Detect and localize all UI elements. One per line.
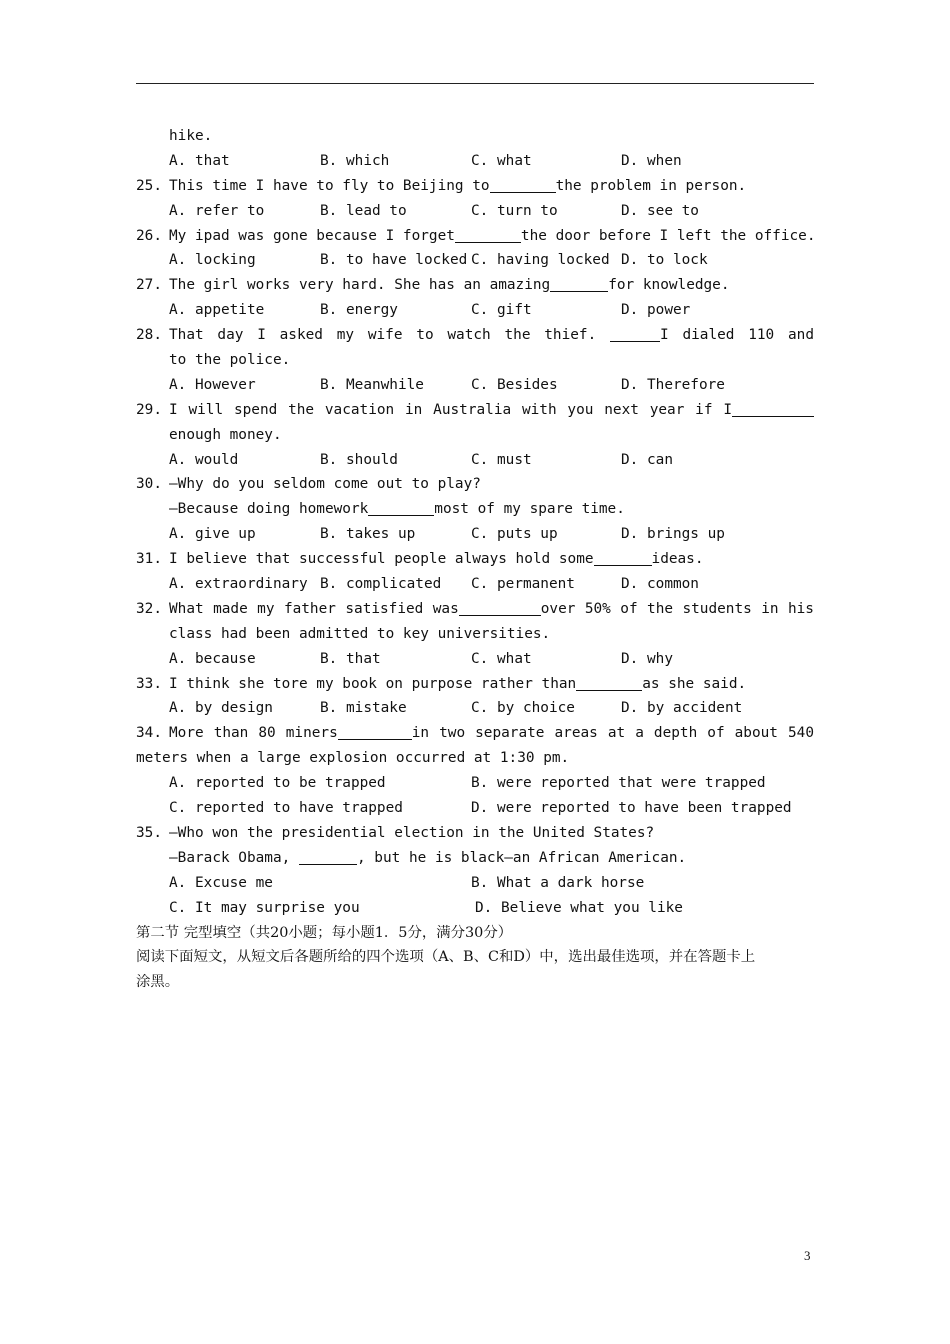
option-b: B. takes up bbox=[320, 526, 416, 543]
question-number: 29. bbox=[136, 401, 162, 418]
option-d: D. see to bbox=[621, 202, 699, 219]
option-d: D. Believe what you like bbox=[475, 899, 683, 916]
option-a: A. However bbox=[169, 376, 256, 393]
question-number: 28. bbox=[136, 327, 162, 344]
question-26-options bbox=[136, 248, 816, 273]
answer-blank bbox=[455, 227, 521, 243]
option-c: C. gift bbox=[471, 302, 532, 319]
question-28-continuation: to the police. bbox=[169, 352, 291, 369]
question-27-options bbox=[136, 298, 816, 323]
option-c: C. what bbox=[471, 650, 532, 667]
question-35-stem: 35. —Who won the presidential election in the United States? bbox=[136, 821, 816, 846]
option-c: C. must bbox=[471, 451, 532, 468]
option-b: B. What a dark horse bbox=[471, 874, 645, 891]
question-30-options bbox=[136, 522, 816, 547]
answer-blank bbox=[610, 326, 660, 342]
answer-blank bbox=[594, 550, 652, 566]
question-24-continuation: hike. bbox=[169, 128, 213, 144]
question-29-continuation: enough money. bbox=[169, 426, 282, 443]
question-number: 31. bbox=[136, 551, 162, 568]
option-c: C. Besides bbox=[471, 376, 558, 393]
question-number: 30. bbox=[136, 476, 162, 493]
question-31-stem: 31. I believe that successful people always hold some ideas. bbox=[136, 547, 816, 572]
question-29-options bbox=[136, 448, 816, 473]
option-a: A. reported to be trapped bbox=[169, 775, 386, 792]
question-25-options bbox=[136, 199, 816, 224]
question-35-options-cd bbox=[136, 896, 816, 921]
answer-blank bbox=[576, 675, 642, 691]
question-list bbox=[136, 124, 816, 995]
option-b: B. Meanwhile bbox=[320, 376, 424, 393]
option-d: D. Therefore bbox=[621, 376, 725, 393]
question-25-stem: 25. This time I have to fly to Beijing to the problem in person. bbox=[136, 174, 816, 199]
option-b: B. were reported that were trapped bbox=[471, 775, 766, 792]
option-b: B. which bbox=[320, 152, 390, 169]
option-a: A. Excuse me bbox=[169, 874, 273, 891]
option-d: D. by accident bbox=[621, 700, 743, 717]
question-number: 35. bbox=[136, 824, 162, 841]
option-c: C. It may surprise you bbox=[169, 899, 360, 916]
question-34-continuation: meters when a large explosion occurred at 1:30 pm. bbox=[136, 750, 570, 767]
option-a: A. by design bbox=[169, 700, 273, 717]
option-b: B. that bbox=[320, 650, 381, 667]
option-a: A. locking bbox=[169, 252, 256, 269]
question-number: 32. bbox=[136, 600, 162, 617]
section-instruction: 阅读下面短文，从短文后各题所给的四个选项（A、B、C和D）中，选出最佳选项，并在答题卡上 bbox=[136, 949, 756, 966]
question-number: 34. bbox=[136, 725, 162, 742]
option-c: C. puts up bbox=[471, 526, 558, 543]
option-c: C. reported to have trapped bbox=[169, 800, 403, 817]
answer-blank bbox=[732, 401, 814, 417]
question-29-stem: 29. I will spend the vacation in Australia with you next year if I bbox=[136, 398, 816, 423]
option-a: A. that bbox=[169, 152, 230, 169]
header-rule bbox=[136, 83, 814, 84]
option-d: D. can bbox=[621, 451, 673, 468]
option-a: A. refer to bbox=[169, 202, 265, 219]
option-d: D. when bbox=[621, 152, 682, 169]
question-number: 25. bbox=[136, 177, 162, 194]
option-b: B. lead to bbox=[320, 202, 407, 219]
question-35-options-ab bbox=[136, 871, 816, 896]
page-number: 3 bbox=[804, 1248, 811, 1263]
question-30-stem: 30. —Why do you seldom come out to play? bbox=[136, 472, 816, 497]
option-d: D. to lock bbox=[621, 252, 708, 269]
option-c: C. turn to bbox=[471, 202, 558, 219]
answer-blank bbox=[550, 276, 608, 292]
option-d: D. were reported to have been trapped bbox=[471, 800, 792, 817]
option-c: C. permanent bbox=[471, 576, 575, 593]
answer-blank bbox=[459, 600, 541, 616]
option-d: D. power bbox=[621, 302, 691, 319]
option-a: A. appetite bbox=[169, 302, 265, 319]
section-heading: 第二节 完型填空（共20小题；每小题1．5分，满分30分） bbox=[136, 924, 513, 941]
option-a: A. would bbox=[169, 451, 239, 468]
question-32-stem: 32. What made my father satisfied was over 50% of the students in his bbox=[136, 597, 816, 622]
question-31-options bbox=[136, 572, 816, 597]
option-b: B. complicated bbox=[320, 576, 442, 593]
section-instruction-continuation: 涂黑。 bbox=[136, 974, 180, 991]
question-28-options bbox=[136, 373, 816, 398]
answer-blank bbox=[368, 500, 434, 516]
option-b: B. to have locked bbox=[320, 252, 468, 269]
option-b: B. energy bbox=[320, 302, 398, 319]
option-c: C. what bbox=[471, 152, 532, 169]
option-b: B. should bbox=[320, 451, 398, 468]
question-number: 33. bbox=[136, 675, 162, 692]
question-28-stem: 28. That day I asked my wife to watch the thief. I dialed 110 and bbox=[136, 323, 816, 348]
option-b: B. mistake bbox=[320, 700, 407, 717]
question-33-options bbox=[136, 696, 816, 721]
option-d: D. brings up bbox=[621, 526, 725, 543]
question-27-stem: 27. The girl works very hard. She has an amazing for knowledge. bbox=[136, 273, 816, 298]
question-30-reply: —Because doing homework most of my spare time. bbox=[169, 501, 625, 518]
option-d: D. common bbox=[621, 576, 699, 593]
option-a: A. give up bbox=[169, 526, 256, 543]
question-32-continuation: class had been admitted to key universities. bbox=[169, 625, 551, 642]
option-a: A. because bbox=[169, 650, 256, 667]
option-d: D. why bbox=[621, 650, 673, 667]
option-c: C. having locked bbox=[471, 252, 610, 269]
option-a: A. extraordinary bbox=[169, 576, 308, 593]
answer-blank bbox=[490, 177, 556, 193]
answer-blank bbox=[299, 849, 357, 865]
question-33-stem: 33. I think she tore my book on purpose rather than as she said. bbox=[136, 672, 816, 697]
question-34-options-cd bbox=[136, 796, 816, 821]
option-c: C. by choice bbox=[471, 700, 575, 717]
question-35-reply: —Barack Obama, , but he is black—an African American. bbox=[169, 849, 687, 866]
question-24-options bbox=[136, 149, 816, 174]
question-number: 27. bbox=[136, 277, 162, 294]
question-26-stem: 26. My ipad was gone because I forget the door before I left the office. bbox=[136, 224, 816, 249]
question-number: 26. bbox=[136, 227, 162, 244]
question-34-options-ab bbox=[136, 771, 816, 796]
answer-blank bbox=[338, 724, 412, 740]
question-32-options bbox=[136, 647, 816, 672]
question-34-stem: 34. More than 80 miners in two separate areas at a depth of about 540 bbox=[136, 721, 816, 746]
